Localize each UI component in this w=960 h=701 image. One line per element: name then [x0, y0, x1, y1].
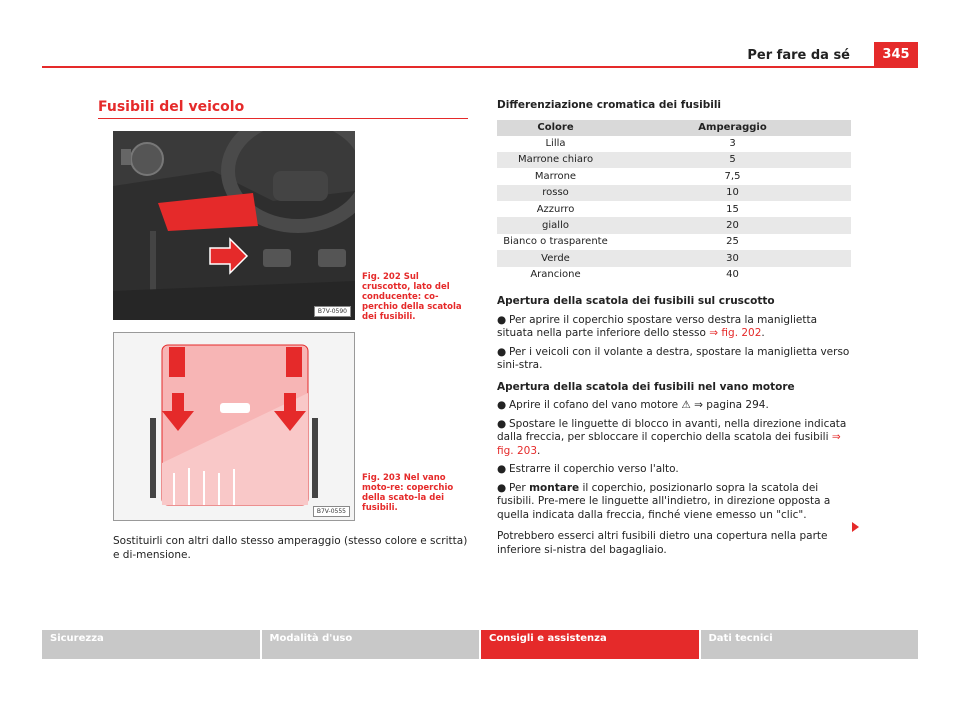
cell-amperage: 15 — [614, 201, 851, 217]
cell-amperage: 20 — [614, 217, 851, 233]
bullet-icon: ● — [497, 399, 507, 412]
tab-modalita-uso[interactable]: Modalità d'uso — [262, 630, 480, 659]
dashboard-heading: Apertura della scatola dei fusibili sul cruscotto — [497, 295, 775, 308]
header-rule — [42, 66, 918, 68]
list-item — [497, 399, 851, 413]
cell-amperage: 3 — [614, 136, 851, 152]
table-row — [497, 185, 851, 201]
figure-202-caption: Fig. 202 Sul cruscotto, lato del conducente: co-perchio della scatola dei fusibili. — [362, 272, 462, 322]
table-row — [497, 250, 851, 266]
cell-amperage: 40 — [614, 267, 851, 283]
bullet-text: Aprire il cofano del vano motore — [509, 399, 682, 412]
bullet-icon: ● — [497, 345, 507, 358]
cell-color: Marrone chiaro — [497, 152, 614, 168]
bullet-text: Per i veicoli con il volante a destra, spostare la maniglietta verso sini-stra. — [497, 345, 850, 372]
bullet-icon: ● — [497, 481, 507, 494]
list-item — [497, 482, 851, 523]
page-link[interactable]: ⇒ pagina 294. — [690, 399, 769, 412]
table-heading: Differenziazione cromatica dei fusibili — [497, 99, 722, 111]
page-number: 345 — [874, 42, 918, 66]
cell-amperage: 7,5 — [614, 168, 851, 184]
table-row — [497, 136, 851, 152]
figure-203-engine-fuse-box — [113, 332, 355, 521]
cell-color: rosso — [497, 185, 614, 201]
table-row — [497, 217, 851, 233]
fuse-box-illustration — [114, 333, 354, 520]
footer-nav — [42, 630, 918, 659]
table-row — [497, 234, 851, 250]
right-column — [497, 99, 851, 557]
fuse-color-table — [497, 120, 851, 284]
list-item: ● Per aprire il coperchio spostare verso destra la maniglietta situata nella parte inferiore dello stesso ⇒ fig. 202. — [497, 313, 818, 340]
figure-202-dashboard-photo — [113, 131, 355, 320]
bullet-text: Per — [509, 481, 530, 494]
bullet-text: Per aprire il coperchio spostare verso destra la maniglietta situata nella parte inferiore dello stesso — [497, 313, 818, 340]
figure-code: B7V-0590 — [314, 306, 351, 317]
replacement-paragraph: Sostituirli con altri dallo stesso amperaggio (stesso colore e scritta) e di-mensione. — [113, 535, 468, 561]
cell-color: giallo — [497, 217, 614, 233]
bullet-bold-text: montare — [529, 481, 580, 494]
cell-color: Marrone — [497, 168, 614, 184]
cell-amperage: 25 — [614, 234, 851, 250]
figure-link[interactable]: ⇒ fig. 202 — [709, 327, 762, 340]
bullet-text: Estrarre il coperchio verso l'alto. — [509, 463, 679, 476]
dashboard-illustration — [113, 131, 355, 320]
bullet-text: il coperchio, posizionarlo sopra la scatola dei fusibili. Pre-mere le linguette all'indietro, in direzione opposta a quella indicata dalla freccia, finché viene emesso un "clic". — [497, 481, 831, 521]
cell-color: Azzurro — [497, 201, 614, 217]
list-item — [497, 346, 851, 373]
bullet-icon: ● — [497, 313, 507, 326]
list-item: ● Spostare le linguette di blocco in avanti, nella direzione indicata dalla freccia, per sbloccare il coperchio della scatola dei fusibili ⇒ fig. 203. — [497, 417, 847, 457]
bullet-icon: ● — [497, 417, 507, 430]
bullet-icon: ● — [497, 463, 507, 476]
cell-color: Lilla — [497, 136, 614, 152]
continue-arrow-icon — [852, 522, 859, 532]
column-header-color: Colore — [497, 120, 614, 136]
cell-amperage: 5 — [614, 152, 851, 168]
cell-color: Arancione — [497, 267, 614, 283]
list-item — [497, 463, 851, 477]
cell-amperage: 30 — [614, 250, 851, 266]
cell-amperage: 10 — [614, 185, 851, 201]
section-rule — [98, 118, 468, 119]
cell-color: Bianco o trasparente — [497, 234, 614, 250]
warning-icon: ⚠ — [681, 399, 691, 412]
engine-heading: Apertura della scatola dei fusibili nel vano motore — [497, 380, 795, 393]
table-row — [497, 267, 851, 283]
table-row — [497, 168, 851, 184]
section-title: Fusibili del veicolo — [98, 99, 245, 115]
figure-code: B7V-0555 — [313, 506, 350, 517]
tab-consigli-assistenza[interactable]: Consigli e assistenza — [481, 630, 699, 659]
tab-dati-tecnici[interactable]: Dati tecnici — [701, 630, 919, 659]
table-header-row — [497, 120, 851, 136]
column-header-amperage: Amperaggio — [614, 120, 851, 136]
cell-color: Verde — [497, 250, 614, 266]
closing-paragraph: Potrebbero esserci altri fusibili dietro una copertura nella parte inferiore si-nistra del bagagliaio. — [497, 530, 828, 556]
table-row — [497, 201, 851, 217]
table-row — [497, 152, 851, 168]
tab-sicurezza[interactable]: Sicurezza — [42, 630, 260, 659]
figure-link[interactable]: ⇒ fig. 203 — [497, 431, 841, 457]
figure-203-caption: Fig. 203 Nel vano moto-re: coperchio della scato-la dei fusibili. — [362, 473, 454, 513]
header-title: Per fare da sé — [747, 48, 850, 63]
bullet-text: Spostare le linguette di blocco in avanti, nella direzione indicata dalla freccia, per sbloccare il coperchio della scatola dei fusibili — [497, 417, 847, 444]
